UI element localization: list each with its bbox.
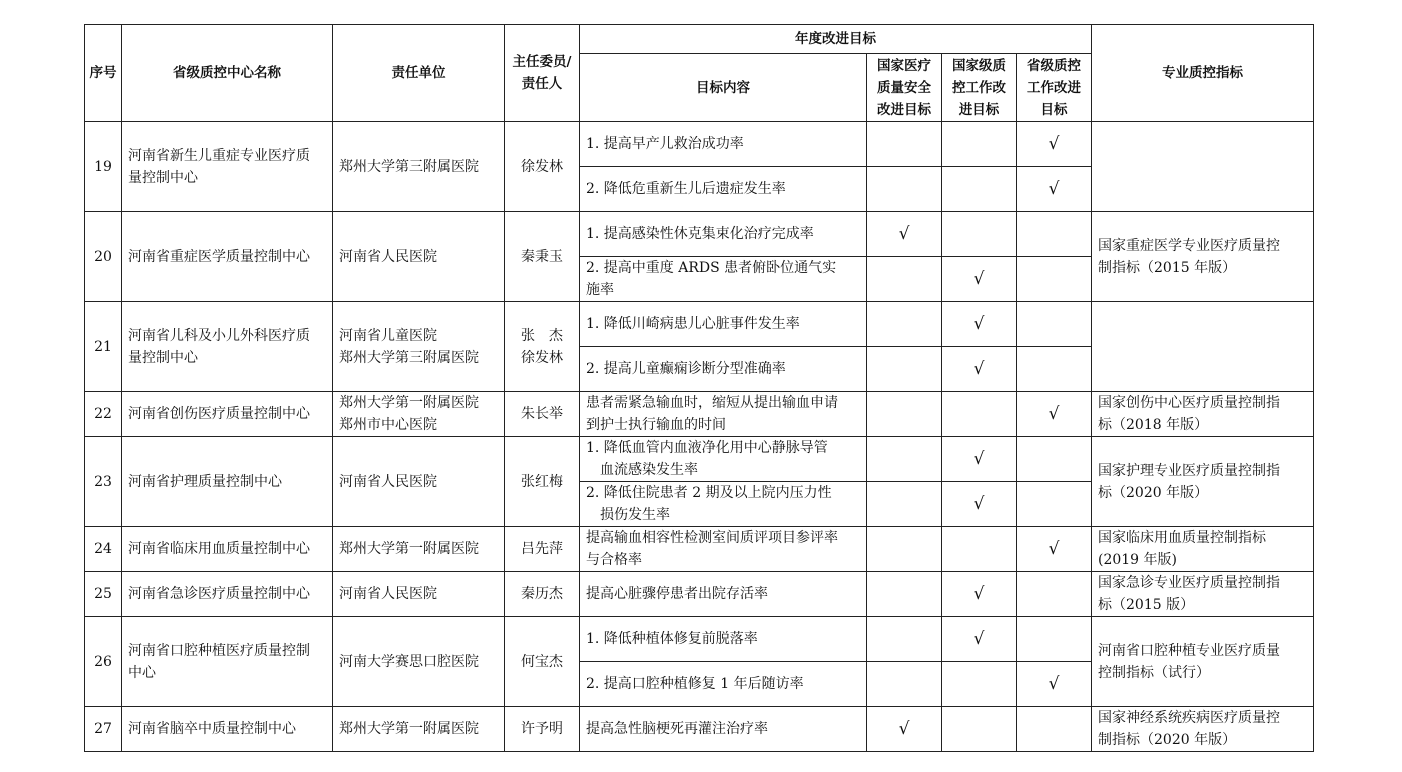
center-name-line: 河南省临床用血质量控制中心 bbox=[128, 541, 310, 557]
provincial-check-cell bbox=[1017, 437, 1092, 482]
unit-line: 郑州大学第一附属医院 bbox=[339, 395, 479, 411]
metrics-line: 国家创伤中心医疗质量控制指 bbox=[1098, 395, 1280, 411]
target-line: 患者需紧急输血时，缩短从提出输血申请 bbox=[586, 395, 838, 411]
national-check-cell bbox=[867, 617, 942, 662]
metrics-cell bbox=[1092, 572, 1314, 617]
center-name-line: 中心 bbox=[128, 664, 156, 681]
provincial-check-cell: √ bbox=[1017, 122, 1092, 167]
metrics-line: 控制指标（试行） bbox=[1098, 664, 1210, 681]
national-check-cell: √ bbox=[867, 212, 942, 257]
target-content-cell bbox=[580, 707, 867, 752]
nationalqc-check-cell bbox=[942, 212, 1017, 257]
unit-line: 郑州大学第一附属医院 bbox=[339, 721, 479, 737]
provincial-check-cell bbox=[1017, 212, 1092, 257]
national-check-cell bbox=[867, 167, 942, 212]
national-check-cell: √ bbox=[867, 707, 942, 752]
target-content-cell bbox=[580, 212, 867, 257]
metrics-line: 标（2015 版） bbox=[1098, 597, 1195, 613]
person-cell bbox=[505, 302, 580, 392]
target-content-cell bbox=[580, 302, 867, 347]
target-line: 损伤发生率 bbox=[586, 507, 670, 523]
center-name-line: 河南省新生儿重症专业医疗质 bbox=[128, 147, 310, 164]
center-name-cell bbox=[122, 122, 333, 212]
seq-cell: 19 bbox=[85, 122, 122, 212]
nationalqc-check-cell: √ bbox=[942, 617, 1017, 662]
national-check-cell bbox=[867, 257, 942, 302]
metrics-cell bbox=[1092, 122, 1314, 212]
header-seq: 序号 bbox=[85, 25, 122, 122]
person-line: 何宝杰 bbox=[521, 653, 563, 670]
responsible-unit-cell bbox=[333, 392, 505, 437]
target-line: 2. 提高中重度 ARDS 患者俯卧位通气实 bbox=[586, 260, 837, 276]
national-check-cell bbox=[867, 122, 942, 167]
provincial-check-cell: √ bbox=[1017, 392, 1092, 437]
seq-cell: 27 bbox=[85, 707, 122, 752]
header-national-line: 质量安全 bbox=[877, 79, 931, 96]
header-provincial-line: 工作改进 bbox=[1027, 79, 1081, 96]
person-cell bbox=[505, 617, 580, 707]
center-name-line: 河南省急诊医疗质量控制中心 bbox=[128, 586, 310, 602]
target-line: 施率 bbox=[586, 282, 614, 298]
seq-cell: 21 bbox=[85, 302, 122, 392]
header-provincial-line: 省级质控 bbox=[1027, 57, 1081, 74]
target-content-cell bbox=[580, 392, 867, 437]
person-line: 张 杰 bbox=[521, 327, 563, 344]
person-cell bbox=[505, 212, 580, 302]
header-unit: 责任单位 bbox=[333, 25, 505, 122]
center-name-cell bbox=[122, 707, 333, 752]
metrics-line: 国家临床用血质量控制指标 bbox=[1098, 530, 1266, 546]
nationalqc-check-cell: √ bbox=[942, 347, 1017, 392]
header-nationalqc-line: 控工作改 bbox=[952, 79, 1006, 96]
unit-line: 郑州大学第三附属医院 bbox=[339, 349, 479, 366]
target-line: 提高输血相容性检测室间质评项目参评率 bbox=[586, 530, 838, 546]
metrics-line: 制指标（2020 年版） bbox=[1098, 732, 1237, 748]
header-national-target bbox=[867, 54, 942, 122]
center-name-line: 河南省重症医学质量控制中心 bbox=[128, 248, 310, 265]
metrics-line: 国家急诊专业医疗质量控制指 bbox=[1098, 575, 1280, 591]
national-check-cell bbox=[867, 302, 942, 347]
responsible-unit-cell bbox=[333, 122, 505, 212]
center-name-cell bbox=[122, 437, 333, 527]
responsible-unit-cell bbox=[333, 707, 505, 752]
metrics-cell bbox=[1092, 707, 1314, 752]
header-national-line: 国家医疗 bbox=[877, 57, 931, 74]
target-line: 1. 提高早产儿救治成功率 bbox=[586, 136, 744, 152]
table-row bbox=[85, 437, 1314, 482]
national-check-cell bbox=[867, 662, 942, 707]
person-line: 徐发林 bbox=[521, 349, 563, 366]
unit-line: 郑州市中心医院 bbox=[339, 417, 437, 433]
provincial-check-cell: √ bbox=[1017, 662, 1092, 707]
target-line: 血流感染发生率 bbox=[586, 462, 698, 478]
quality-control-table bbox=[84, 24, 1314, 752]
target-line: 2. 降低危重新生儿后遗症发生率 bbox=[586, 181, 786, 197]
header-national-qc-target bbox=[942, 54, 1017, 122]
target-content-cell bbox=[580, 347, 867, 392]
target-content-cell bbox=[580, 617, 867, 662]
center-name-cell bbox=[122, 212, 333, 302]
provincial-check-cell bbox=[1017, 707, 1092, 752]
national-check-cell bbox=[867, 482, 942, 527]
target-line: 与合格率 bbox=[586, 552, 642, 568]
table-header bbox=[85, 25, 1314, 122]
target-line: 1. 降低种植体修复前脱落率 bbox=[586, 631, 758, 647]
national-check-cell bbox=[867, 347, 942, 392]
national-check-cell bbox=[867, 572, 942, 617]
center-name-line: 量控制中心 bbox=[128, 349, 198, 366]
metrics-line: 国家重症医学专业医疗质量控 bbox=[1098, 237, 1280, 254]
person-line: 朱长举 bbox=[521, 406, 563, 422]
table-row bbox=[85, 617, 1314, 662]
national-check-cell bbox=[867, 392, 942, 437]
unit-line: 河南省人民医院 bbox=[339, 586, 437, 602]
provincial-check-cell: √ bbox=[1017, 167, 1092, 212]
target-content-cell bbox=[580, 572, 867, 617]
unit-line: 河南省儿童医院 bbox=[339, 327, 437, 344]
nationalqc-check-cell bbox=[942, 167, 1017, 212]
person-cell bbox=[505, 707, 580, 752]
target-content-cell bbox=[580, 437, 867, 482]
table-row bbox=[85, 572, 1314, 617]
person-line: 许予明 bbox=[521, 721, 563, 737]
center-name-cell bbox=[122, 617, 333, 707]
responsible-unit-cell bbox=[333, 617, 505, 707]
target-content-cell bbox=[580, 122, 867, 167]
target-line: 提高心脏骤停患者出院存活率 bbox=[586, 586, 768, 602]
metrics-line: 国家神经系统疾病医疗质量控 bbox=[1098, 710, 1280, 726]
person-line: 秦秉玉 bbox=[521, 248, 563, 265]
nationalqc-check-cell bbox=[942, 122, 1017, 167]
target-line: 1. 降低血管内血液净化用中心静脉导管 bbox=[586, 440, 828, 456]
center-name-line: 量控制中心 bbox=[128, 169, 198, 186]
target-line: 2. 提高口腔种植修复 1 年后随访率 bbox=[586, 676, 804, 692]
provincial-check-cell bbox=[1017, 572, 1092, 617]
header-person-line: 主任委员/ bbox=[512, 54, 572, 70]
responsible-unit-cell bbox=[333, 437, 505, 527]
center-name-line: 河南省儿科及小儿外科医疗质 bbox=[128, 327, 310, 344]
target-content-cell bbox=[580, 662, 867, 707]
header-center: 省级质控中心名称 bbox=[122, 25, 333, 122]
seq-cell: 23 bbox=[85, 437, 122, 527]
target-content-cell bbox=[580, 527, 867, 572]
center-name-line: 河南省护理质量控制中心 bbox=[128, 473, 282, 490]
seq-cell: 25 bbox=[85, 572, 122, 617]
metrics-line: 国家护理专业医疗质量控制指 bbox=[1098, 462, 1280, 479]
responsible-unit-cell bbox=[333, 572, 505, 617]
target-content-cell bbox=[580, 257, 867, 302]
national-check-cell bbox=[867, 527, 942, 572]
responsible-unit-cell bbox=[333, 527, 505, 572]
header-person bbox=[505, 25, 580, 122]
header-provincial-line: 目标 bbox=[1040, 101, 1068, 118]
target-line: 2. 提高儿童癫痫诊断分型准确率 bbox=[586, 361, 786, 377]
seq-cell: 24 bbox=[85, 527, 122, 572]
person-cell bbox=[505, 392, 580, 437]
target-line: 2. 降低住院患者 2 期及以上院内压力性 bbox=[586, 485, 832, 501]
nationalqc-check-cell: √ bbox=[942, 482, 1017, 527]
table-row bbox=[85, 527, 1314, 572]
header-provincial-target bbox=[1017, 54, 1092, 122]
header-national-line: 改进目标 bbox=[877, 101, 931, 118]
metrics-line: (2019 年版) bbox=[1098, 552, 1178, 568]
provincial-check-cell bbox=[1017, 617, 1092, 662]
center-name-line: 河南省创伤医疗质量控制中心 bbox=[128, 406, 310, 422]
metrics-cell bbox=[1092, 212, 1314, 302]
nationalqc-check-cell: √ bbox=[942, 572, 1017, 617]
target-line: 1. 提高感染性休克集束化治疗完成率 bbox=[586, 226, 814, 242]
metrics-line: 标（2018 年版） bbox=[1098, 417, 1209, 433]
center-name-cell bbox=[122, 572, 333, 617]
nationalqc-check-cell bbox=[942, 662, 1017, 707]
header-metrics: 专业质控指标 bbox=[1092, 25, 1314, 122]
header-annual-targets: 年度改进目标 bbox=[580, 25, 1092, 54]
center-name-line: 河南省脑卒中质量控制中心 bbox=[128, 721, 296, 737]
nationalqc-check-cell bbox=[942, 707, 1017, 752]
person-cell bbox=[505, 572, 580, 617]
seq-cell: 26 bbox=[85, 617, 122, 707]
responsible-unit-cell bbox=[333, 212, 505, 302]
metrics-cell bbox=[1092, 617, 1314, 707]
unit-line: 郑州大学第一附属医院 bbox=[339, 541, 479, 557]
provincial-check-cell bbox=[1017, 302, 1092, 347]
table-row bbox=[85, 212, 1314, 257]
metrics-line: 河南省口腔种植专业医疗质量 bbox=[1098, 642, 1280, 659]
target-content-cell bbox=[580, 167, 867, 212]
header-target-content: 目标内容 bbox=[580, 54, 867, 122]
header-nationalqc-line: 进目标 bbox=[958, 101, 1000, 118]
provincial-check-cell bbox=[1017, 347, 1092, 392]
nationalqc-check-cell: √ bbox=[942, 257, 1017, 302]
target-line: 到护士执行输血的时间 bbox=[586, 417, 726, 433]
person-line: 张红梅 bbox=[521, 473, 563, 490]
seq-cell: 22 bbox=[85, 392, 122, 437]
unit-line: 河南省人民医院 bbox=[339, 248, 437, 265]
table-body bbox=[85, 122, 1314, 752]
national-check-cell bbox=[867, 437, 942, 482]
nationalqc-check-cell bbox=[942, 392, 1017, 437]
table-row bbox=[85, 302, 1314, 347]
center-name-cell bbox=[122, 302, 333, 392]
seq-cell: 20 bbox=[85, 212, 122, 302]
table-row bbox=[85, 122, 1314, 167]
center-name-cell bbox=[122, 392, 333, 437]
metrics-cell bbox=[1092, 392, 1314, 437]
person-cell bbox=[505, 527, 580, 572]
center-name-line: 河南省口腔种植医疗质量控制 bbox=[128, 642, 310, 659]
header-nationalqc-line: 国家级质 bbox=[952, 57, 1006, 74]
person-line: 徐发林 bbox=[521, 158, 563, 175]
unit-line: 河南大学赛思口腔医院 bbox=[339, 653, 479, 670]
nationalqc-check-cell: √ bbox=[942, 437, 1017, 482]
unit-line: 郑州大学第三附属医院 bbox=[339, 158, 479, 175]
person-cell bbox=[505, 122, 580, 212]
person-line: 吕先萍 bbox=[521, 541, 563, 557]
metrics-cell bbox=[1092, 302, 1314, 392]
nationalqc-check-cell bbox=[942, 527, 1017, 572]
target-content-cell bbox=[580, 482, 867, 527]
center-name-cell bbox=[122, 527, 333, 572]
unit-line: 河南省人民医院 bbox=[339, 473, 437, 490]
table-row bbox=[85, 392, 1314, 437]
metrics-line: 标（2020 年版） bbox=[1098, 484, 1209, 501]
responsible-unit-cell bbox=[333, 302, 505, 392]
nationalqc-check-cell: √ bbox=[942, 302, 1017, 347]
metrics-line: 制指标（2015 年版） bbox=[1098, 259, 1237, 276]
person-line: 秦历杰 bbox=[521, 586, 563, 602]
metrics-cell bbox=[1092, 527, 1314, 572]
provincial-check-cell bbox=[1017, 482, 1092, 527]
metrics-cell bbox=[1092, 437, 1314, 527]
provincial-check-cell: √ bbox=[1017, 527, 1092, 572]
person-cell bbox=[505, 437, 580, 527]
target-line: 提高急性脑梗死再灌注治疗率 bbox=[586, 721, 768, 737]
target-line: 1. 降低川崎病患儿心脏事件发生率 bbox=[586, 316, 800, 332]
table-row bbox=[85, 707, 1314, 752]
provincial-check-cell bbox=[1017, 257, 1092, 302]
header-person-line: 责任人 bbox=[521, 76, 563, 92]
